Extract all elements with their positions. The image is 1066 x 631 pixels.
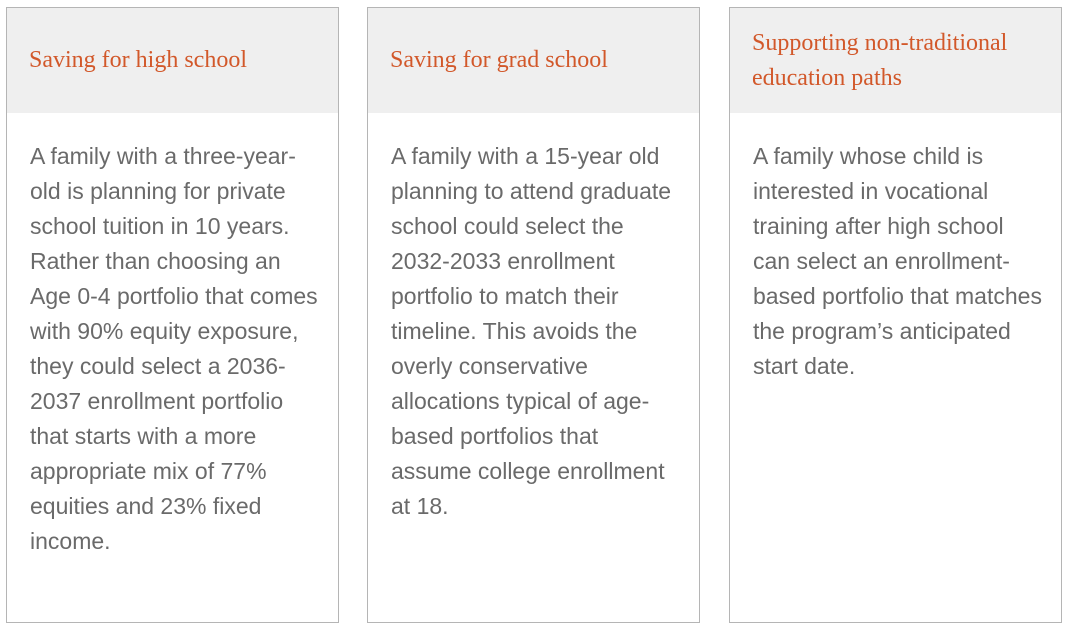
card-title: Saving for high school bbox=[29, 47, 247, 73]
card-body bbox=[730, 113, 1061, 384]
card-body bbox=[368, 113, 699, 524]
card-description: A family with a 15-year old planning to attend graduate school could select the 2032-2033 enrollment portfolio to match their timeline. This avoids the overly conservative allocations typical of age-based portfolios that assume college enrollment at 18. bbox=[391, 143, 672, 519]
card-header bbox=[7, 8, 338, 113]
card-title: Supporting non-traditional education paths bbox=[752, 29, 1008, 91]
card-header bbox=[368, 8, 699, 113]
card-saving-high-school bbox=[6, 7, 339, 623]
card-title: Saving for grad school bbox=[390, 47, 608, 73]
card-header bbox=[730, 8, 1061, 113]
card-body bbox=[7, 113, 338, 559]
card-saving-grad-school bbox=[367, 7, 700, 623]
card-description: A family with a three-year-old is planning for private school tuition in 10 years. Rather than choosing an Age 0-4 portfolio that comes with 90% equity exposure, they could select a 2036-2037 enrollment portfolio that starts with a more appropriate mix of 77% equities and 23% fixed income. bbox=[30, 143, 318, 554]
card-non-traditional-paths bbox=[729, 7, 1062, 623]
card-description: A family whose child is interested in vocational training after high school can select an enrollment-based portfolio that matches the program’s anticipated start date. bbox=[753, 143, 1042, 379]
